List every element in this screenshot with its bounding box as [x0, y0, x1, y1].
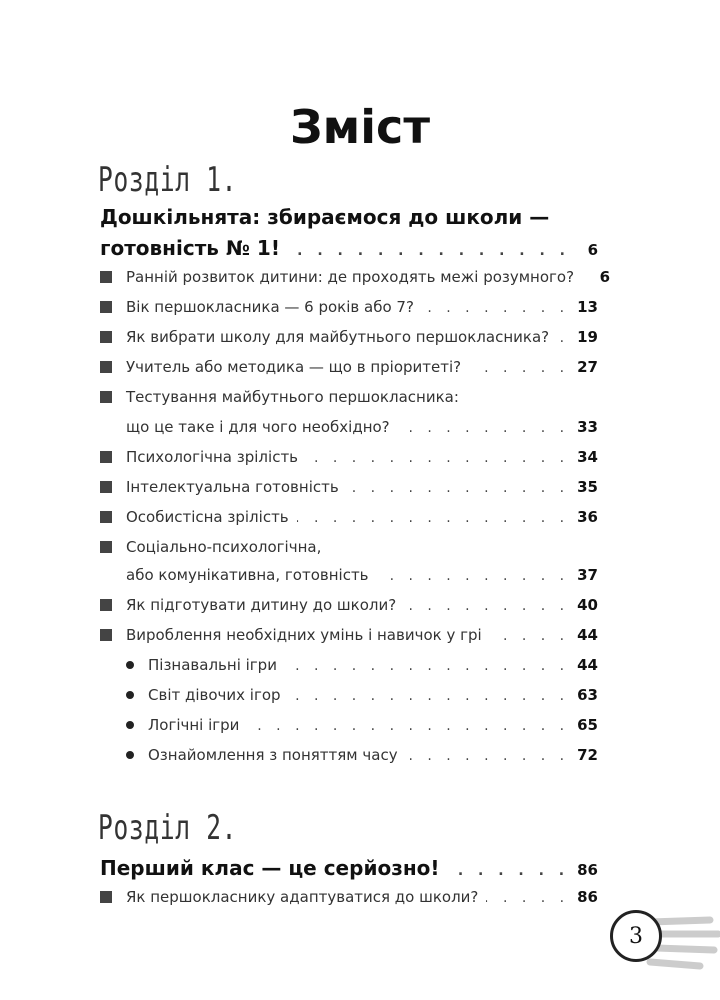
entry-text: Як першокласнику адаптуватися до школи?	[126, 888, 479, 906]
page-number-badge	[610, 910, 720, 980]
square-bullet-icon	[100, 301, 112, 313]
section-2-label: Розділ 2.	[98, 808, 238, 848]
page-ref: 86	[577, 888, 598, 906]
page-ref: 40	[577, 596, 598, 614]
subentry-text: Світ дівочих ігор	[148, 686, 281, 704]
square-bullet-icon	[100, 599, 112, 611]
leader-dots	[398, 420, 569, 436]
square-bullet-icon	[100, 331, 112, 343]
toc-entry-first-line[interactable]	[100, 388, 598, 414]
section-1-label: Розділ 1.	[98, 160, 238, 200]
toc-entry[interactable]	[100, 328, 598, 354]
entry-text: Як підготувати дитину до школи?	[126, 596, 397, 614]
leader-dots	[404, 598, 569, 614]
toc-subentry[interactable]	[100, 716, 598, 742]
round-bullet-icon	[126, 661, 134, 669]
square-bullet-icon	[100, 511, 112, 523]
leader-dots	[306, 450, 569, 466]
entry-text: Вироблення необхідних умінь і навичок у грі	[126, 626, 482, 644]
page-ref: 35	[577, 478, 598, 496]
entry-text: Психологічна зрілість	[126, 448, 299, 466]
entry-text: Тестування майбутнього першокласника:	[126, 388, 459, 406]
square-bullet-icon	[100, 391, 112, 403]
section-2-heading-text: Перший клас — це серйозно!	[100, 856, 440, 880]
leader-dots	[289, 688, 570, 704]
toc-entry[interactable]	[100, 626, 598, 652]
round-bullet-icon	[126, 751, 134, 759]
page-ref: 65	[577, 716, 598, 734]
square-bullet-icon	[100, 891, 112, 903]
toc-entry[interactable]	[100, 478, 598, 504]
toc-subentry[interactable]	[100, 686, 598, 712]
toc-entry[interactable]	[100, 298, 598, 324]
toc-entry[interactable]	[100, 268, 611, 294]
toc-entry[interactable]	[100, 418, 598, 444]
page-ref: 13	[577, 298, 598, 316]
entry-text: Учитель або методика — що в пріоритеті?	[126, 358, 462, 376]
square-bullet-icon	[100, 271, 112, 283]
page-ref: 6	[587, 241, 598, 259]
subentry-text: Ознайомлення з поняттям часу	[148, 746, 398, 764]
toc-entry[interactable]	[100, 448, 598, 474]
page-ref: 63	[577, 686, 598, 704]
leader-dots	[490, 628, 569, 644]
entry-text: Як вибрати школу для майбутнього першокласника?	[126, 328, 550, 346]
page-ref: 36	[577, 508, 598, 526]
leader-dots	[486, 890, 569, 906]
toc-subentry[interactable]	[100, 746, 598, 772]
entry-text: Вік першокласника — 6 років або 7?	[126, 298, 414, 316]
square-bullet-icon	[100, 481, 112, 493]
entry-text-continued: або комунікативна, готовність	[126, 566, 369, 584]
page-ref: 6	[599, 268, 611, 286]
leader-dots	[406, 748, 570, 764]
entry-text: Соціально-психологічна,	[126, 538, 322, 556]
round-bullet-icon	[126, 721, 134, 729]
page-ref: 33	[577, 418, 598, 436]
round-bullet-icon	[126, 691, 134, 699]
leader-dots	[448, 863, 570, 879]
section-1-heading-line2: готовність № 1!	[100, 236, 280, 260]
page-ref: 27	[577, 358, 598, 376]
leader-dots	[422, 300, 569, 316]
leader-dots	[285, 658, 569, 674]
square-bullet-icon	[100, 629, 112, 641]
subentry-text: Пізнавальні ігри	[148, 656, 277, 674]
toc-entry[interactable]	[100, 358, 598, 384]
leader-dots	[377, 568, 570, 584]
leader-dots	[469, 360, 569, 376]
toc-entry-first-line[interactable]	[100, 538, 598, 564]
page-ref: 37	[577, 566, 598, 584]
section-1-heading[interactable]	[100, 236, 598, 262]
section-2-heading[interactable]	[100, 856, 598, 882]
leader-dots	[557, 330, 569, 346]
subentry-text: Логічні ігри	[148, 716, 240, 734]
entry-text: Інтелектуальна готовність	[126, 478, 339, 496]
page-number: 3	[610, 910, 662, 962]
page-title: Зміст	[290, 100, 430, 154]
square-bullet-icon	[100, 541, 112, 553]
leader-dots	[288, 243, 570, 259]
page-ref: 72	[577, 746, 598, 764]
leader-dots	[297, 510, 569, 526]
leader-dots	[347, 480, 569, 496]
section-1-heading-line1: Дошкільнята: збираємося до школи —	[100, 205, 550, 229]
toc-entry[interactable]	[100, 596, 598, 622]
toc-entry[interactable]	[100, 508, 598, 534]
page-ref: 44	[577, 656, 598, 674]
page-ref: 44	[577, 626, 598, 644]
square-bullet-icon	[100, 361, 112, 373]
leader-dots	[247, 718, 569, 734]
page-ref: 19	[577, 328, 598, 346]
entry-text: Ранній розвиток дитини: де проходять межі розумного?	[126, 268, 575, 286]
toc-subentry[interactable]	[100, 656, 598, 682]
toc-entry[interactable]	[100, 888, 598, 914]
entry-text: Особистісна зрілість	[126, 508, 289, 526]
toc-entry[interactable]	[100, 566, 598, 592]
page-ref: 34	[577, 448, 598, 466]
square-bullet-icon	[100, 451, 112, 463]
page-ref: 86	[577, 861, 598, 879]
entry-text-continued: що це таке і для чого необхідно?	[126, 418, 390, 436]
